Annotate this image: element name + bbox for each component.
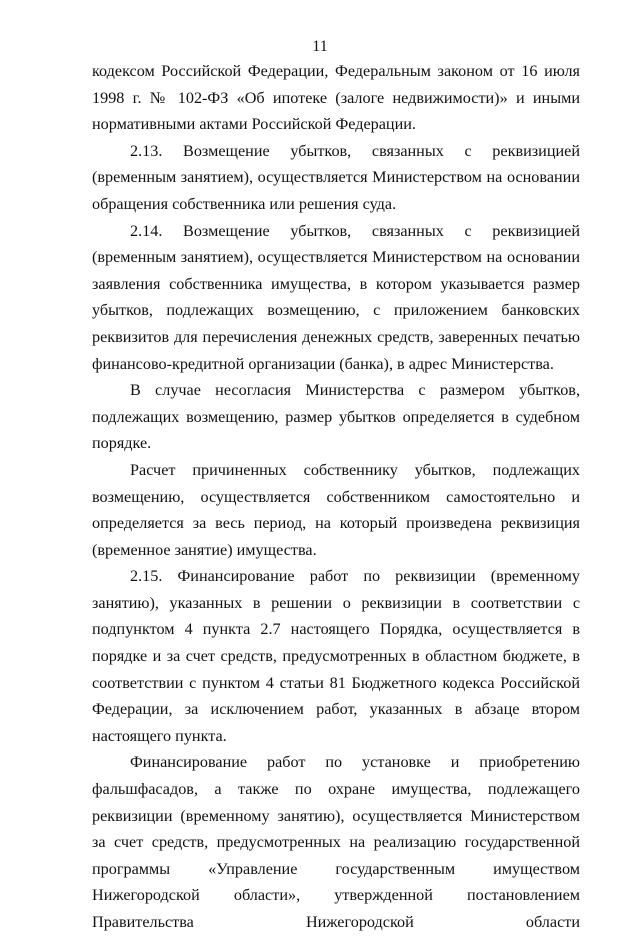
paragraph-disagreement: В случае несогласия Министерства с размером убытков, подлежащих возмещению, размер убытков определяется в судебном порядке. <box>92 381 580 453</box>
paragraph-2-14: 2.14. Возмещение убытков, связанных с реквизицией (временным занятием), осуществляется Министерством на основании заявления собственника имущества, в котором указывается размер убытков, подлежащих возмещению, с приложением банковских реквизитов для перечисления денежных средств, заверенных печатью финансово-кредитной организации (банка), в адрес Министерства. <box>92 221 580 373</box>
page-number: 11 <box>312 38 328 55</box>
paragraph-2-13: 2.13. Возмещение убытков, связанных с реквизицией (временным занятием), осуществляется Министерством на основании обращения собственника или решения суда. <box>92 141 580 213</box>
paragraph-continuation: кодексом Российской Федерации, Федеральным законом от 16 июля 1998 г. № 102-ФЗ «Об ипотеке (залоге недвижимости)» и иными нормативными актами Российской Федерации. <box>92 62 580 134</box>
paragraph-financing: Финансирование работ по установке и приобретению фальшфасадов, а также по охране имущества, подлежащего реквизиции (временному занятию), осуществляется Министерством за счет средств, предусмотренных на реализацию государственной программы «Управление государственным имуществом Нижегородской области», утвержденной постановлением Правительства Нижегородской области <box>92 753 580 931</box>
paragraph-calculation: Расчет причиненных собственнику убытков, подлежащих возмещению, осуществляется собственником самостоятельно и определяется за весь период, на который произведена реквизиция (временное занятие) имущества. <box>92 460 580 559</box>
paragraph-2-15: 2.15. Финансирование работ по реквизиции (временному занятию), указанных в решении о реквизиции в соответствии с подпунктом 4 пункта 2.7 настоящего Порядка, осуществляется в порядке и за счет средств, предусмотренных в областном бюджете, в соответствии с пунктом 4 статьи 81 Бюджетного кодекса Российской Федерации, за исключением работ, указанных в абзаце втором настоящего пункта. <box>92 567 580 745</box>
document-body <box>92 58 580 936</box>
